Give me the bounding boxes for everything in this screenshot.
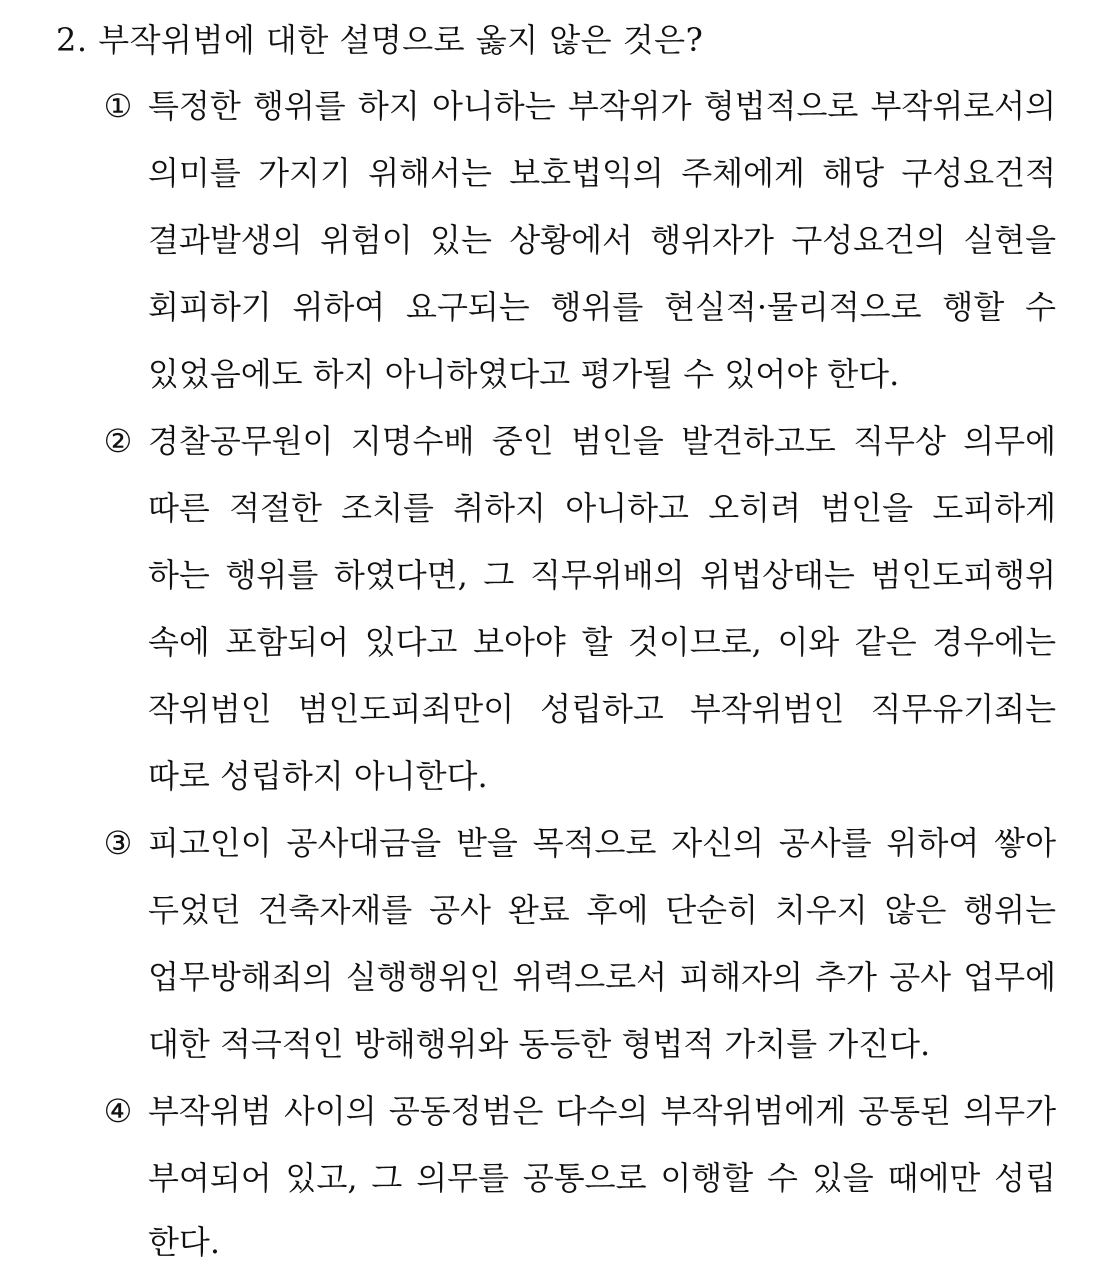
option-4-line: 부작위범 사이의 공동정범은 다수의 부작위범에게 공통된 의무가 [148, 1092, 1056, 1130]
option-3-line: 업무방해죄의 실행행위인 위력으로서 피해자의 추가 공사 업무에 [148, 958, 1056, 996]
option-3-marker: ③ [103, 824, 133, 862]
option-2-line: 작위범인 범인도피죄만이 성립하고 부작위범인 직무유기죄는 [148, 690, 1056, 728]
option-1-marker: ① [103, 87, 133, 125]
option-2-line: 경찰공무원이 지명수배 중인 범인을 발견하고도 직무상 의무에 [148, 422, 1056, 460]
option-2-marker: ② [103, 422, 133, 460]
question-title: 2. 부작위범에 대한 설명으로 옳지 않은 것은? [56, 21, 704, 59]
option-1-line: 결과발생의 위험이 있는 상황에서 행위자가 구성요건의 실현을 [148, 221, 1056, 259]
option-1-line: 회피하기 위하여 요구되는 행위를 현실적·물리적으로 행할 수 [148, 288, 1056, 326]
option-2-line: 따른 적절한 조치를 취하지 아니하고 오히려 범인을 도피하게 [148, 489, 1056, 527]
option-3-line: 두었던 건축자재를 공사 완료 후에 단순히 치우지 않은 행위는 [148, 891, 1056, 929]
option-2-line: 속에 포함되어 있다고 보아야 할 것이므로, 이와 같은 경우에는 [148, 623, 1056, 661]
option-1-line: 있었음에도 하지 아니하였다고 평가될 수 있어야 한다. [148, 355, 900, 393]
option-2-line: 따로 성립하지 아니한다. [148, 757, 488, 795]
option-4-line: 부여되어 있고, 그 의무를 공통으로 이행할 수 있을 때에만 성립 [148, 1159, 1056, 1197]
option-1-line: 특정한 행위를 하지 아니하는 부작위가 형법적으로 부작위로서의 [148, 87, 1056, 125]
option-3-line: 피고인이 공사대금을 받을 목적으로 자신의 공사를 위하여 쌓아 [148, 824, 1056, 862]
option-1-line: 의미를 가지기 위해서는 보호법익의 주체에게 해당 구성요건적 [148, 154, 1056, 192]
option-3-line: 대한 적극적인 방해행위와 동등한 형법적 가치를 가진다. [148, 1025, 931, 1063]
option-4-line: 한다. [148, 1223, 220, 1261]
option-4-marker: ④ [103, 1092, 133, 1130]
option-2-line: 하는 행위를 하였다면, 그 직무위배의 위법상태는 범인도피행위 [148, 556, 1056, 594]
